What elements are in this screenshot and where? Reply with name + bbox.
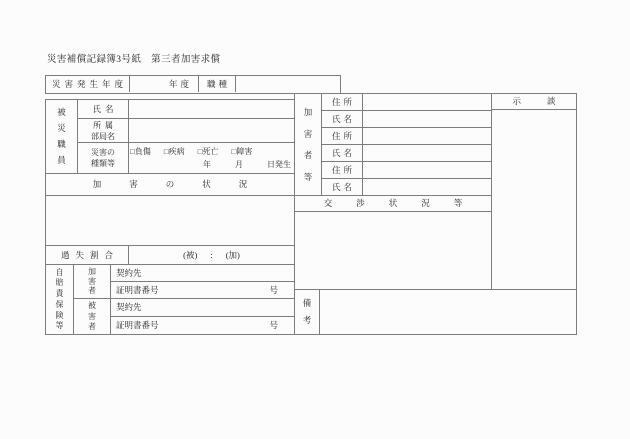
party-char: 加 xyxy=(88,266,96,276)
disaster-type-label xyxy=(78,143,129,174)
fault-ratio-label: 過失割合 xyxy=(46,246,129,265)
checkbox-disability[interactable]: □障害 xyxy=(231,146,253,156)
insurance-group-char: 責 xyxy=(55,289,64,299)
assailant-certificate-input[interactable] xyxy=(111,282,294,299)
assailant-row-label: 住所 xyxy=(322,162,363,179)
disaster-year-label: 災害発生年度 xyxy=(46,76,130,92)
victim-dept-input[interactable] xyxy=(129,119,294,143)
insurance-victim-label xyxy=(74,299,111,334)
assailant-contract-input[interactable]: 契約先 xyxy=(111,265,294,282)
remarks-char: 考 xyxy=(302,315,312,326)
assailant-group-label xyxy=(295,94,322,196)
date-day-label: 日発生 xyxy=(267,160,291,169)
dept-label-line1: 所属 xyxy=(93,120,117,130)
certificate-label: 証明書番号 xyxy=(116,284,159,295)
certificate-label: 証明書番号 xyxy=(116,320,159,331)
assault-status-header: 加害の状況 xyxy=(46,174,294,196)
assailant-name-input-1[interactable] xyxy=(363,111,491,128)
remarks-label xyxy=(295,290,320,334)
checkbox-injury[interactable]: □負傷 xyxy=(130,146,151,156)
victim-name-label: 氏名 xyxy=(78,100,129,119)
settlement-header: 示談 xyxy=(492,94,576,110)
victim-dept-label xyxy=(78,119,129,143)
assailant-table xyxy=(294,93,492,290)
occupation-input[interactable] xyxy=(236,76,339,92)
assailant-group-char: 等 xyxy=(303,171,313,182)
insurance-group-char: 賠 xyxy=(55,278,64,288)
assailant-row-label: 住所 xyxy=(322,94,363,111)
remarks-char: 備 xyxy=(302,298,312,309)
insurance-group-char: 保 xyxy=(55,299,64,309)
victim-group-char: 員 xyxy=(57,155,66,166)
insurance-group-char: 自 xyxy=(55,267,64,277)
assailant-group-char: 害 xyxy=(303,128,313,139)
disaster-type-value xyxy=(129,143,294,174)
assailant-address-input-1[interactable] xyxy=(363,94,491,111)
disaster-type-checkboxes xyxy=(129,144,294,159)
victim-certificate-input[interactable] xyxy=(111,317,294,334)
victim-main-table xyxy=(45,99,295,335)
party-char: 害 xyxy=(88,311,96,321)
checkbox-illness[interactable]: □疾病 xyxy=(163,146,185,156)
assailant-group-char: 加 xyxy=(303,107,313,117)
negotiation-status-header: 交渉状況等 xyxy=(295,196,491,212)
fault-ratio-input[interactable] xyxy=(129,246,294,265)
occupation-label: 職種 xyxy=(199,76,236,92)
date-year-label: 年 xyxy=(203,160,211,169)
certificate-suffix: 号 xyxy=(269,320,278,331)
assailant-address-input-2[interactable] xyxy=(363,128,491,145)
dept-label-line2: 部局名 xyxy=(91,131,115,141)
settlement-input[interactable] xyxy=(492,110,576,289)
fault-ratio-separator: : xyxy=(210,249,213,260)
remarks-table xyxy=(294,289,577,335)
victim-contract-input[interactable]: 契約先 xyxy=(111,299,294,317)
assailant-row-label: 氏名 xyxy=(322,145,363,162)
insurance-group-char: 等 xyxy=(55,321,64,331)
victim-group-char: 職 xyxy=(57,139,66,150)
party-char: 害 xyxy=(88,276,96,286)
victim-group-label xyxy=(46,100,78,174)
victim-group-char: 被 xyxy=(57,107,66,118)
assailant-address-input-3[interactable] xyxy=(363,162,491,179)
party-char: 者 xyxy=(88,321,96,331)
certificate-suffix: 号 xyxy=(269,284,278,295)
fault-ratio-victim: (被) xyxy=(183,249,198,260)
party-char: 者 xyxy=(88,286,96,296)
disaster-year-input[interactable]: 年度 xyxy=(130,76,199,92)
form-title: 災害補償記録簿3号紙 第三者加害求償 xyxy=(47,55,221,65)
fault-ratio-assailant: (加) xyxy=(225,249,240,260)
negotiation-status-input[interactable] xyxy=(295,212,491,289)
settlement-table xyxy=(491,93,582,290)
assailant-row-label: 住所 xyxy=(322,128,363,145)
assailant-row-label: 氏名 xyxy=(322,179,363,196)
disaster-date-line xyxy=(129,159,294,173)
assailant-group-char: 者 xyxy=(303,150,313,160)
date-month-label: 月 xyxy=(235,160,243,169)
type-label-line2: 種類等 xyxy=(91,159,115,168)
assault-status-input[interactable] xyxy=(46,196,294,246)
victim-name-input[interactable] xyxy=(129,100,294,119)
insurance-assailant-label xyxy=(74,265,111,299)
checkbox-death[interactable]: □死亡 xyxy=(197,146,219,156)
disaster-year-table xyxy=(45,75,341,94)
type-label-line1: 災害の xyxy=(91,148,115,157)
assailant-row-label: 氏名 xyxy=(322,111,363,128)
assailant-name-input-3[interactable] xyxy=(363,179,491,196)
party-char: 被 xyxy=(88,301,96,311)
victim-group-char: 災 xyxy=(57,123,66,134)
remarks-input[interactable] xyxy=(320,290,576,334)
liability-insurance-group-label xyxy=(46,265,74,334)
insurance-group-char: 険 xyxy=(55,310,64,320)
assailant-name-input-2[interactable] xyxy=(363,145,491,162)
